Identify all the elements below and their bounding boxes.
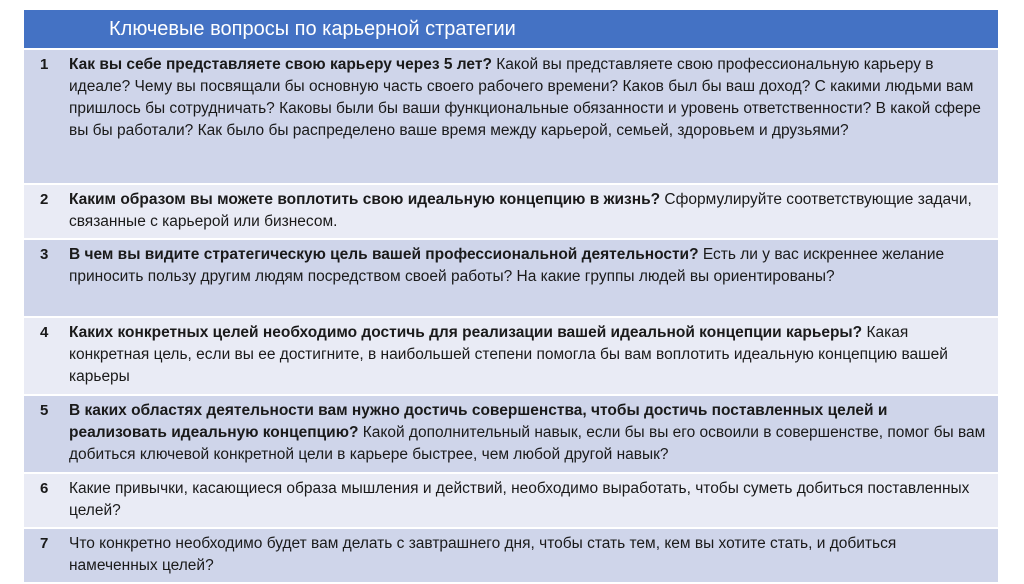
header-num-cell bbox=[24, 10, 64, 49]
table-row bbox=[24, 317, 998, 395]
row-number: 7 bbox=[24, 528, 64, 583]
row-text bbox=[64, 239, 998, 317]
row-text bbox=[64, 317, 998, 395]
question-detail: Что конкретно необходимо будет вам делать с завтрашнего дня, чтобы стать тем, кем вы хотите стать, и добиться намеченных целей? bbox=[69, 535, 897, 574]
row-text bbox=[64, 184, 998, 239]
row-text bbox=[64, 528, 998, 583]
question-bold: Каких конкретных целей необходимо достичь для реализации вашей идеальной концепции карьеры? bbox=[69, 324, 863, 341]
row-number: 4 bbox=[24, 317, 64, 395]
question-bold: В каких областях деятельности вам нужно достичь совершенства, чтобы достичь поставленных целей и реализовать идеальную концепцию? bbox=[69, 402, 888, 441]
row-number: 2 bbox=[24, 184, 64, 239]
question-detail: Какой дополнительный навык, если бы вы его освоили в совершенстве, помог бы вам добиться ключевой конкретной цели в карьере быстрее, чем любой другой навык? bbox=[69, 424, 986, 463]
table-row bbox=[24, 395, 998, 473]
question-detail: Какая конкретная цель, если вы ее достигните, в наибольшей степени помогла бы вам воплотить идеальную концепцию вашей карьеры bbox=[69, 324, 948, 385]
row-number: 1 bbox=[24, 49, 64, 184]
table-row bbox=[24, 528, 998, 583]
question-detail: Какой вы представляете свою профессиональную карьеру в идеале? Чему вы посвящали бы основную часть своего рабочего времени? Каков был бы ваш доход? С какими людьми вам пришлось бы сотрудничать? Каковы были бы ваши функциональные обязанности и уровень ответственности? В какой сфере вы бы работали? Как было бы распределено ваше время между карьерой, семьей, здоровьем и друзьями? bbox=[69, 56, 981, 139]
question-bold: Как вы себе представляете свою карьеру через 5 лет? bbox=[69, 56, 492, 73]
question-detail: Какие привычки, касающиеся образа мышления и действий, необходимо выработать, чтобы суметь добиться поставленных целей? bbox=[69, 480, 970, 519]
table-row bbox=[24, 184, 998, 239]
row-text bbox=[64, 395, 998, 473]
question-bold: В чем вы видите стратегическую цель вашей профессиональной деятельности? bbox=[69, 246, 699, 263]
question-detail: Есть ли у вас искреннее желание приносить пользу другим людям посредством своей работы? На какие группы людей вы ориентированы? bbox=[69, 246, 945, 285]
row-number: 5 bbox=[24, 395, 64, 473]
question-detail: Сформулируйте соответствующие задачи, связанные с карьерой или бизнесом. bbox=[69, 191, 972, 230]
row-number: 6 bbox=[24, 473, 64, 528]
table-row bbox=[24, 239, 998, 317]
table-row bbox=[24, 49, 998, 184]
table-row bbox=[24, 473, 998, 528]
table-title: Ключевые вопросы по карьерной стратегии bbox=[64, 10, 998, 49]
row-text bbox=[64, 49, 998, 184]
table-header-row bbox=[24, 10, 998, 49]
question-bold: Каким образом вы можете воплотить свою идеальную концепцию в жизнь? bbox=[69, 191, 661, 208]
row-text bbox=[64, 473, 998, 528]
career-strategy-table bbox=[24, 10, 998, 584]
row-number: 3 bbox=[24, 239, 64, 317]
